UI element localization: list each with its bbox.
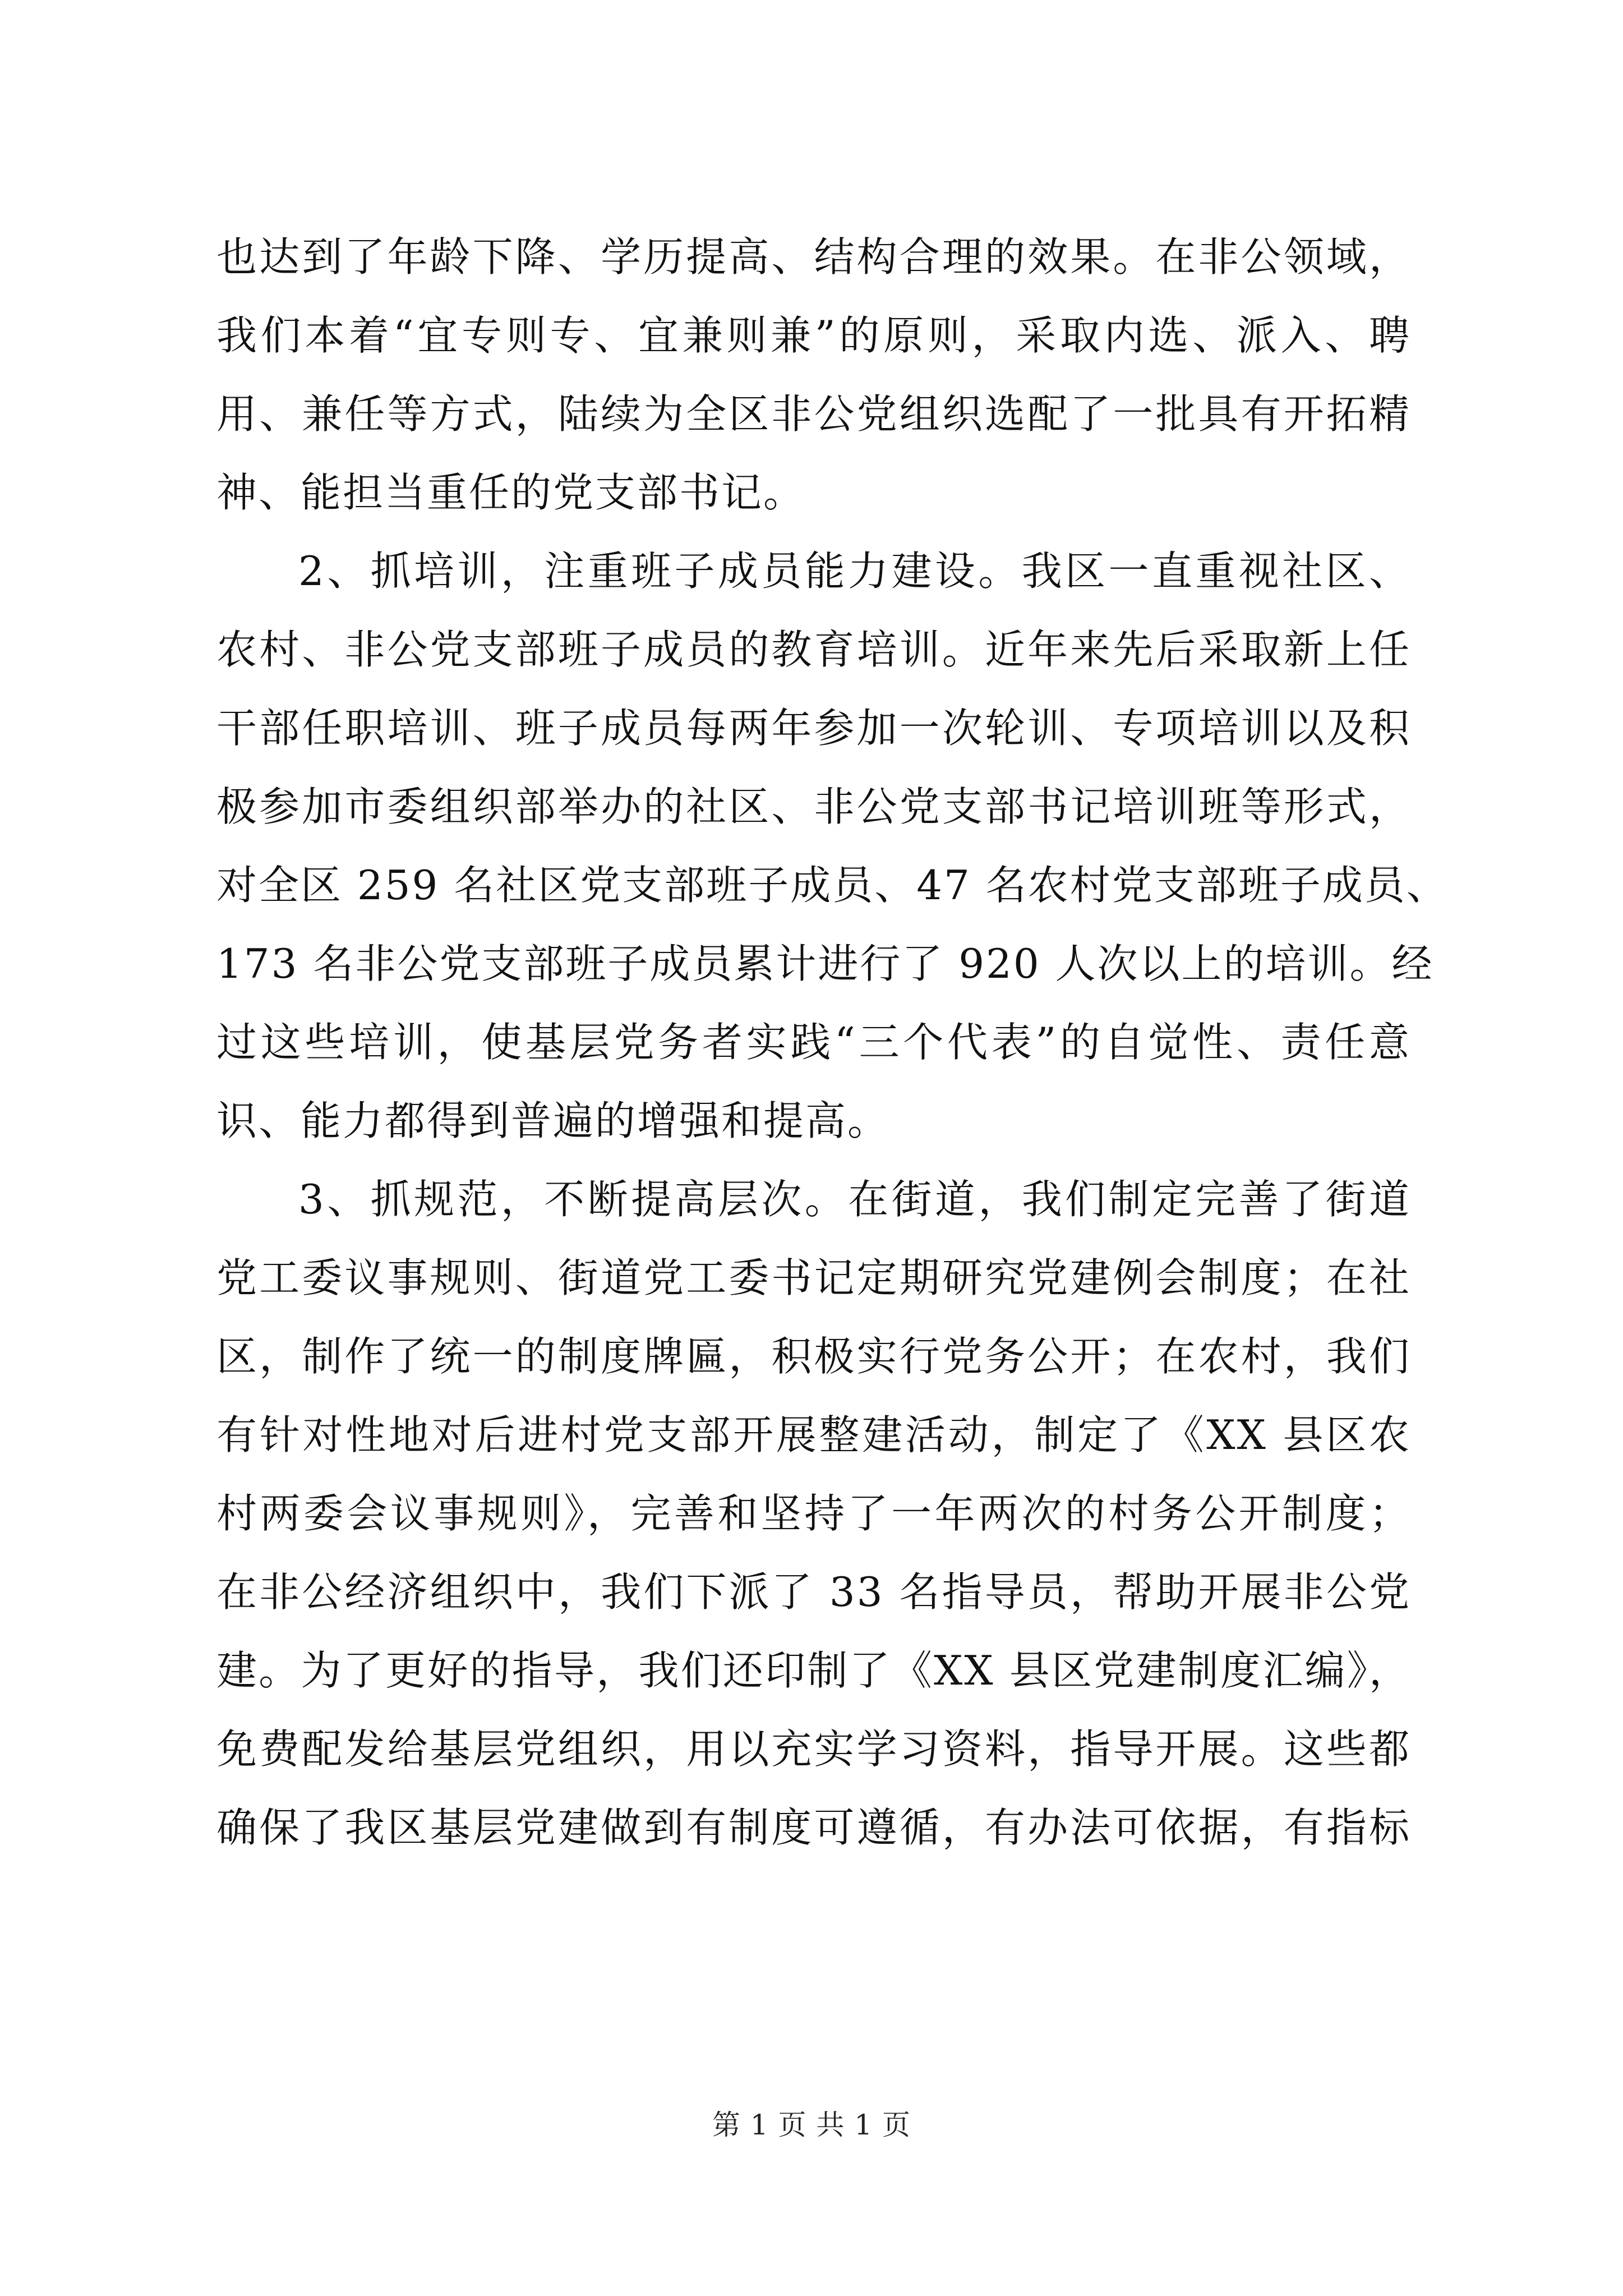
text-line: 我们本着“宜专则专、宜兼则兼”的原则，采取内选、派入、聘: [216, 312, 1411, 359]
text-line: 免费配发给基层党组织，用以充实学习资料，指导开展。这些都: [216, 1726, 1411, 1773]
text-line: 建。为了更好的指导，我们还印制了《XX 县区党建制度汇编》，: [216, 1647, 1411, 1694]
text-line: 有针对性地对后进村党支部开展整建活动，制定了《XX 县区农: [216, 1411, 1411, 1458]
paragraph: [216, 532, 1449, 1160]
page-number-footer: 第 1 页 共 1 页: [712, 2109, 911, 2141]
text-line: 用、兼任等方式，陆续为全区非公党组织选配了一批具有开拓精: [216, 390, 1411, 438]
text-line: 173 名非公党支部班子成员累计进行了 920 人次以上的培训。经: [216, 940, 1434, 987]
text-line: 对全区 259 名社区党支部班子成员、47 名农村党支部班子成员、: [216, 862, 1449, 909]
text-line: 神、能担当重任的党支部书记。: [216, 469, 806, 516]
text-line: 农村、非公党支部班子成员的教育培训。近年来先后采取新上任: [216, 626, 1411, 673]
text-line: 过这些培训，使基层党务者实践“三个代表”的自觉性、责任意: [216, 1019, 1411, 1066]
text-line: 在非公经济组织中，我们下派了 33 名指导员，帮助开展非公党: [216, 1568, 1411, 1616]
text-line: 极参加市委组织部举办的社区、非公党支部书记培训班等形式，: [216, 783, 1411, 830]
paragraph: [216, 218, 1411, 532]
text-line: 区，制作了统一的制度牌匾，积极实行党务公开；在农村，我们: [216, 1333, 1411, 1380]
text-line: 确保了我区基层党建做到有制度可遵循，有办法可依据，有指标: [216, 1804, 1411, 1851]
text-line: 也达到了年龄下降、学历提高、结构合理的效果。在非公领域，: [216, 233, 1411, 280]
text-line: 干部任职培训、班子成员每两年参加一次轮训、专项培训以及积: [216, 705, 1411, 752]
document-body: [216, 218, 1449, 1867]
text-line: 识、能力都得到普遍的增强和提高。: [216, 1097, 890, 1144]
text-line: 2、抓培训，注重班子成员能力建设。我区一直重视社区、: [298, 547, 1411, 595]
text-line: 村两委会议事规则》，完善和坚持了一年两次的村务公开制度；: [216, 1490, 1411, 1537]
paragraph: [216, 1160, 1411, 1867]
text-line: 党工委议事规则、街道党工委书记定期研究党建例会制度；在社: [216, 1254, 1411, 1301]
text-line: 3、抓规范，不断提高层次。在街道，我们制定完善了街道: [298, 1176, 1411, 1223]
